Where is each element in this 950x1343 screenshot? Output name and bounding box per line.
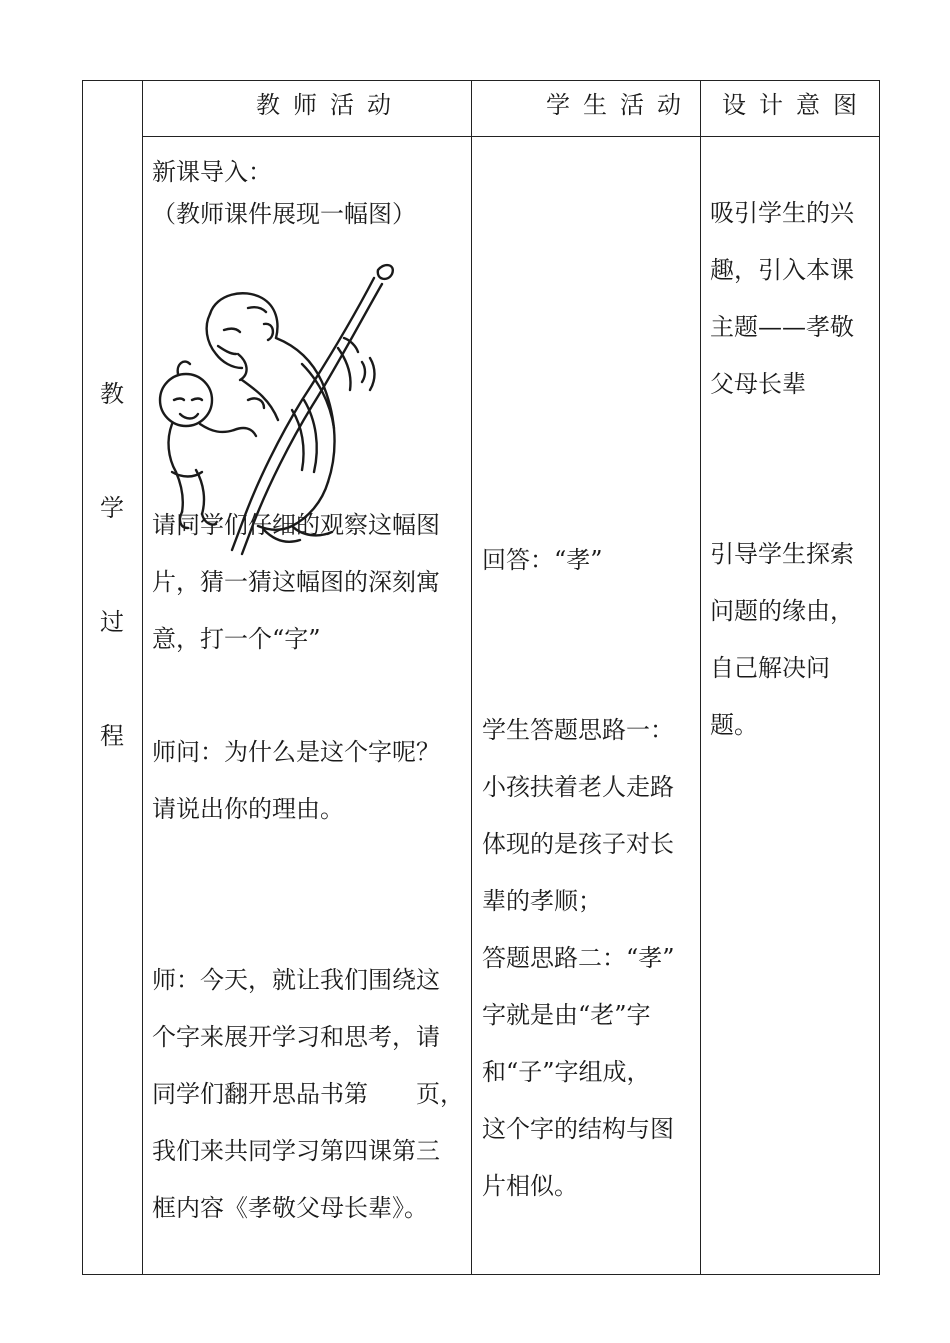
text-line: 小孩扶着老人走路: [482, 773, 674, 801]
text-line: 体现的是孩子对长: [482, 830, 674, 858]
teacher-question: [152, 497, 440, 668]
text-line: 这个字的结构与图: [482, 1115, 674, 1143]
text-line: 父母长辈: [710, 370, 806, 398]
side-label-char: 学: [100, 494, 124, 522]
side-label-char: 程: [100, 722, 124, 750]
text-line: 字就是由“老”字: [482, 1001, 651, 1029]
text-line: 个字来展开学习和思考，请: [152, 1023, 440, 1051]
text-line: 趣，引入本课: [710, 256, 854, 284]
header-design-intent: 设计意图: [722, 91, 870, 119]
text-line: 自己解决问: [710, 654, 830, 682]
header-teacher-activity: 教师活动: [256, 91, 404, 119]
intro-note: （教师课件展现一幅图）: [152, 200, 416, 228]
design-intent-1: [710, 185, 854, 413]
side-label-char: 过: [100, 608, 124, 636]
text-line: 框内容《孝敬父母长辈》。: [152, 1194, 428, 1222]
text-line: 请说出你的理由。: [152, 795, 344, 823]
column-divider: [700, 80, 701, 1275]
text-line: 问题的缘由，: [710, 597, 854, 625]
text-line: 题。: [710, 711, 758, 739]
text-line: 请同学们仔细的观察这幅图: [152, 511, 440, 539]
text-line: 片，猜一猜这幅图的深刻寓: [152, 568, 440, 596]
text-line: 主题——孝敬: [710, 313, 854, 341]
teacher-ask: [152, 724, 440, 838]
side-label-char: 教: [100, 380, 124, 408]
column-divider: [142, 80, 143, 1275]
text-line: 我们来共同学习第四课第三: [152, 1137, 440, 1165]
text-line: 师：今天，就让我们围绕这: [152, 966, 440, 994]
header-student-activity: 学生活动: [546, 91, 694, 119]
header-divider: [142, 136, 880, 137]
intro-title: 新课导入：: [152, 158, 272, 186]
text-line: 引导学生探索: [710, 540, 854, 568]
design-intent-2: [710, 526, 854, 754]
text-line: 答题思路二：“孝”: [482, 944, 675, 972]
text-line: 师问：为什么是这个字呢？: [152, 738, 440, 766]
text-line: 意，打一个“字”: [152, 625, 321, 653]
text-line: 辈的孝顺；: [482, 887, 602, 915]
text-line: 吸引学生的兴: [710, 199, 854, 227]
text-line: 和“子”字组成，: [482, 1058, 651, 1086]
student-answer: 回答：“孝”: [482, 546, 603, 574]
column-divider: [471, 80, 472, 1275]
text-line: 片相似。: [482, 1172, 578, 1200]
student-reasoning: [482, 702, 675, 1215]
teacher-lead-in: [152, 952, 464, 1237]
text-line: 同学们翻开思品书第 页，: [152, 1080, 464, 1108]
text-line: 学生答题思路一：: [482, 716, 674, 744]
